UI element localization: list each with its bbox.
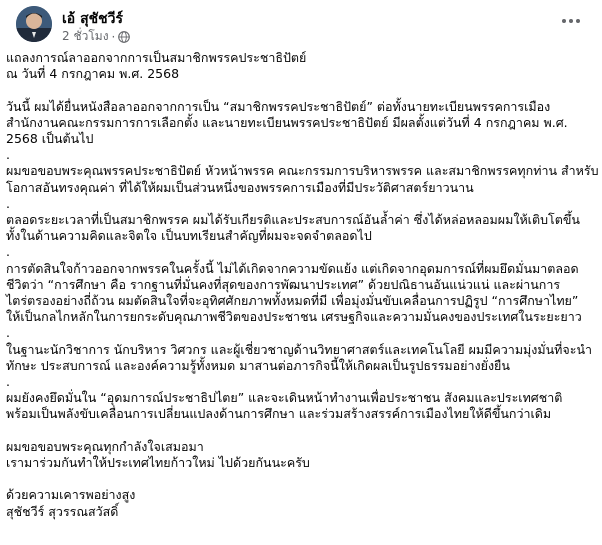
- text-line: ผมขอขอบพระคุณพรรคประชาธิปัตย์ หัวหน้าพรรค คณะกรรมการบริหารพรรค และสมาชิกพรรคทุกท่าน สำหรับ: [6, 163, 599, 179]
- paragraph-4: [6, 261, 596, 326]
- text-line: เรามาร่วมกันทำให้ประเทศไทยก้าวใหม่ ไปด้วยกันนะครับ: [6, 454, 310, 470]
- text-line: ให้เป็นกลไกหลักในการยกระดับคุณภาพชีวิตของประชาชน เศรษฐกิจและความมั่นคงของประเทศในระยะยาว: [6, 309, 582, 325]
- signature-line: สุชัชวีร์ สุวรรณสวัสดิ์: [6, 503, 119, 519]
- text-line: พร้อมเป็นพลังขับเคลื่อนการเปลี่ยนแปลงด้านการศึกษา และร่วมสร้างสรรค์การเมืองไทยให้ดีขึ้นกว่าเดิม: [6, 406, 552, 422]
- post-meta: [62, 27, 130, 46]
- paragraph-1: [6, 99, 596, 148]
- text-line: การตัดสินใจก้าวออกจากพรรคในครั้งนี้ ไม่ได้เกิดจากความขัดแย้ง แต่เกิดจากอุดมการณ์ที่ผมยึดมั่นมาตลอด: [6, 260, 579, 276]
- paragraph-5: [6, 342, 596, 374]
- paragraph-6: [6, 390, 596, 422]
- post-header: [16, 6, 586, 42]
- post-body: [6, 50, 599, 520]
- post-title: [6, 50, 596, 82]
- dot-separator: .: [6, 373, 10, 389]
- text-line: ในฐานะนักวิชาการ นักบริหาร วิศวกร และผู้เชี่ยวชาญด้านวิทยาศาสตร์และเทคโนโลยี ผมมีความมุ่งมั่นที่จะนำ: [6, 341, 593, 357]
- text-line: ผมยังคงยึดมั่นใน “อุดมการณ์ประชาธิปไตย” และจะเดินหน้าทำงานเพื่อประชาชน สังคมและประเทศชาติ: [6, 390, 563, 406]
- text-line: 2568 เป็นต้นไป: [6, 131, 94, 146]
- closing-signature: [6, 487, 596, 519]
- text-line: ตลอดระยะเวลาที่เป็นสมาชิกพรรค ผมได้รับเกียรติและประสบการณ์อันล้ำค่า ซึ่งได้หล่อหลอมผมให้เติบโตขึ้น: [6, 211, 580, 227]
- text-line: ทักษะ ประสบการณ์ และองค์ความรู้ทั้งหมด มาสานต่อภารกิจนี้ให้เกิดผลเป็นรูปธรรมอย่างยั่งยืน: [6, 357, 510, 373]
- closing-line: ด้วยความเคารพอย่างสูง: [6, 487, 136, 503]
- text-line: ชีวิตว่า “การศึกษา คือ รากฐานที่มั่นคงที่สุดของการพัฒนาประเทศ” ด้วยปณิธานอันแน่วแน่ และผ่านการ: [6, 276, 561, 292]
- avatar[interactable]: [16, 6, 52, 42]
- text-line: โอกาสอันทรงคุณค่า ที่ได้ให้ผมเป็นส่วนหนึ่งของพรรคการเมืองที่มีประวัติศาสตร์ยาวนาน: [6, 179, 474, 195]
- dot-separator: .: [6, 244, 10, 260]
- paragraph-3: [6, 212, 596, 244]
- title-line: แถลงการณ์ลาออกจากการเป็นสมาชิกพรรคประชาธิปัตย์: [6, 50, 307, 65]
- globe-icon: [118, 31, 130, 43]
- text-line: ผมขอขอบพระคุณทุกกำลังใจเสมอมา: [6, 438, 204, 454]
- more-options-button[interactable]: [556, 6, 586, 36]
- more-horizontal-icon: [561, 18, 581, 24]
- title-date-line: ณ วันที่ 4 กรกฎาคม พ.ศ. 2568: [6, 66, 180, 82]
- text-line: ทั้งในด้านความคิดและจิตใจ เป็นบทเรียนสำคัญที่ผมจะจดจำตลอดไป: [6, 228, 372, 244]
- dot-separator: .: [6, 195, 10, 211]
- avatar-image: [16, 6, 52, 42]
- timestamp[interactable]: 2 ชั่วโมง: [62, 29, 109, 43]
- text-line: ไตร่ตรองอย่างถี่ถ้วน ผมตัดสินใจที่จะอุทิศศักยภาพทั้งหมดที่มี เพื่อมุ่งมั่นขับเคลื่อนการปฏิรูป “การศึกษาไทย”: [6, 292, 579, 308]
- paragraph-7: [6, 439, 596, 471]
- meta-separator: ·: [111, 29, 116, 44]
- paragraph-2: [6, 163, 599, 195]
- text-line: สำนักงานคณะกรรมการการเลือกตั้ง และนายทะเบียนพรรคประชาธิปัตย์ มีผลตั้งแต่วันที่ 4 กรกฎาคม พ.ศ.: [6, 114, 568, 130]
- dot-separator: .: [6, 325, 10, 341]
- author-name[interactable]: เอ้ สุชัชวีร์: [62, 11, 123, 27]
- dot-separator: .: [6, 147, 10, 163]
- text-line: วันนี้ ผมได้ยื่นหนังสือลาออกจากการเป็น “สมาชิกพรรคประชาธิปัตย์” ต่อทั้งนายทะเบียนพรรคการเมือง: [6, 98, 551, 114]
